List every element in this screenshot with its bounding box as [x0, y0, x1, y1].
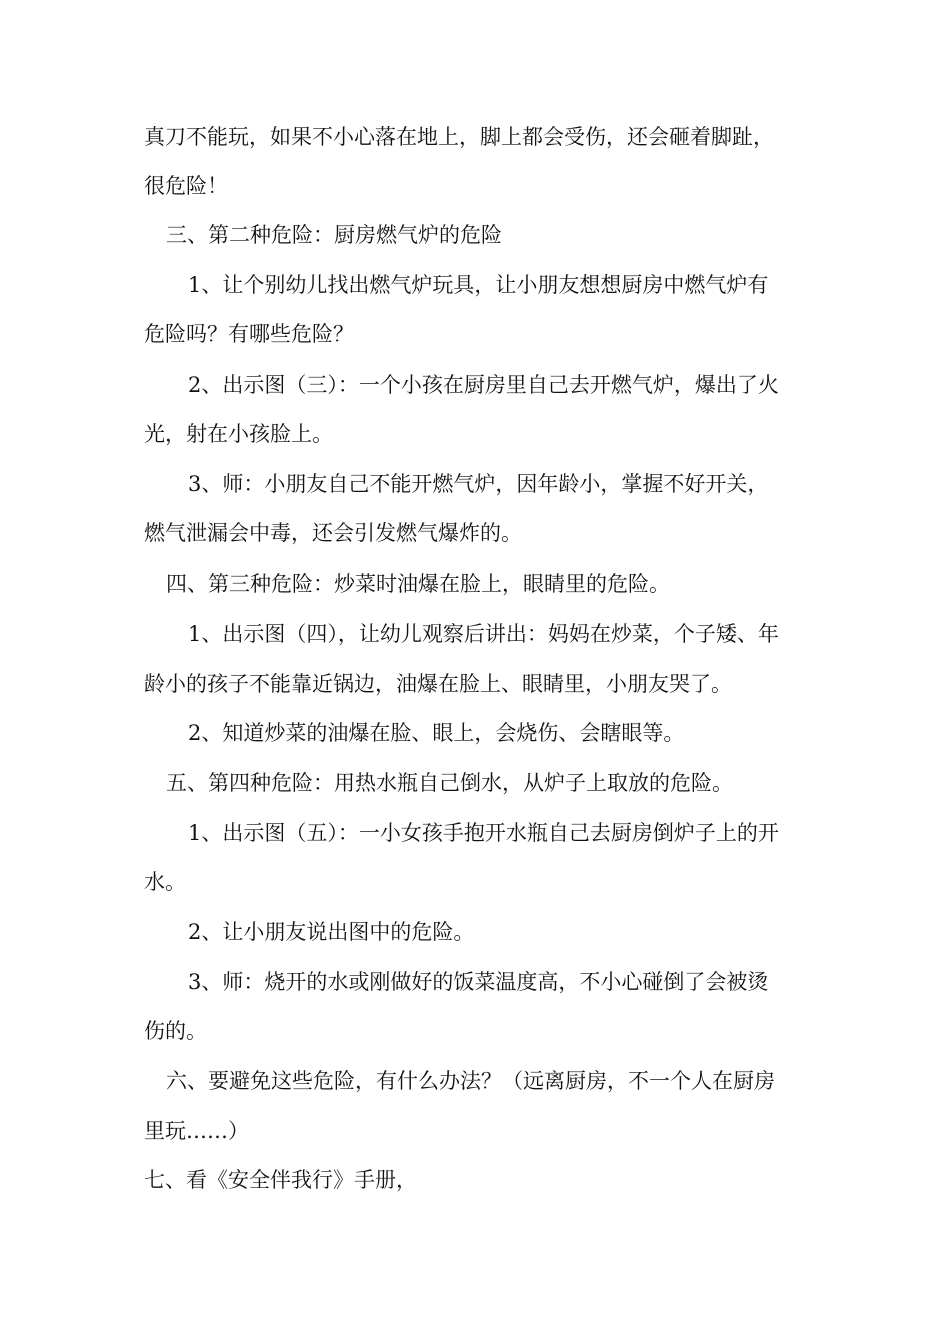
- paragraph-line: 危险吗？有哪些危险？: [144, 322, 354, 346]
- paragraph-line: 1、出示图（五）：一小女孩手抱开水瓶自己去厨房倒炉子上的开: [188, 821, 779, 845]
- section-heading: 七、看《安全伴我行》手册，: [144, 1168, 417, 1192]
- paragraph-line: 龄小的孩子不能靠近锅边，油爆在脸上、眼睛里，小朋友哭了。: [144, 672, 732, 696]
- paragraph-line: 燃气泄漏会中毒，还会引发燃气爆炸的。: [144, 521, 522, 545]
- paragraph-line: 3、师：小朋友自己不能开燃气炉，因年龄小，掌握不好开关，: [188, 472, 769, 496]
- paragraph-line: 2、知道炒菜的油爆在脸、眼上，会烧伤、会瞎眼等。: [188, 721, 685, 745]
- paragraph-line: 光，射在小孩脸上。: [144, 422, 333, 446]
- paragraph-line: 3、师：烧开的水或刚做好的饭菜温度高，不小心碰倒了会被烫: [188, 970, 769, 994]
- section-heading: 五、第四种危险：用热水瓶自己倒水，从炉子上取放的危险。: [166, 771, 733, 795]
- paragraph-line: 里玩……）: [144, 1119, 249, 1143]
- paragraph-line: 1、让个别幼儿找出燃气炉玩具，让小朋友想想厨房中燃气炉有: [188, 273, 769, 297]
- paragraph-line: 2、让小朋友说出图中的危险。: [188, 920, 475, 944]
- paragraph-line: 真刀不能玩，如果不小心落在地上，脚上都会受伤，还会砸着脚趾，: [144, 125, 774, 149]
- paragraph-line: 很危险！: [144, 174, 228, 198]
- paragraph-line: 水。: [144, 870, 186, 894]
- section-heading: 六、要避免这些危险，有什么办法？（远离厨房，不一个人在厨房: [166, 1069, 775, 1093]
- paragraph-line: 1、出示图（四），让幼儿观察后讲出：妈妈在炒菜，个子矮、年: [188, 622, 779, 646]
- section-heading: 四、第三种危险：炒菜时油爆在脸上，眼睛里的危险。: [166, 572, 670, 596]
- paragraph-line: 伤的。: [144, 1019, 207, 1043]
- paragraph-line: 2、出示图（三）：一个小孩在厨房里自己去开燃气炉，爆出了火: [188, 373, 779, 397]
- section-heading: 三、第二种危险：厨房燃气炉的危险: [166, 223, 502, 247]
